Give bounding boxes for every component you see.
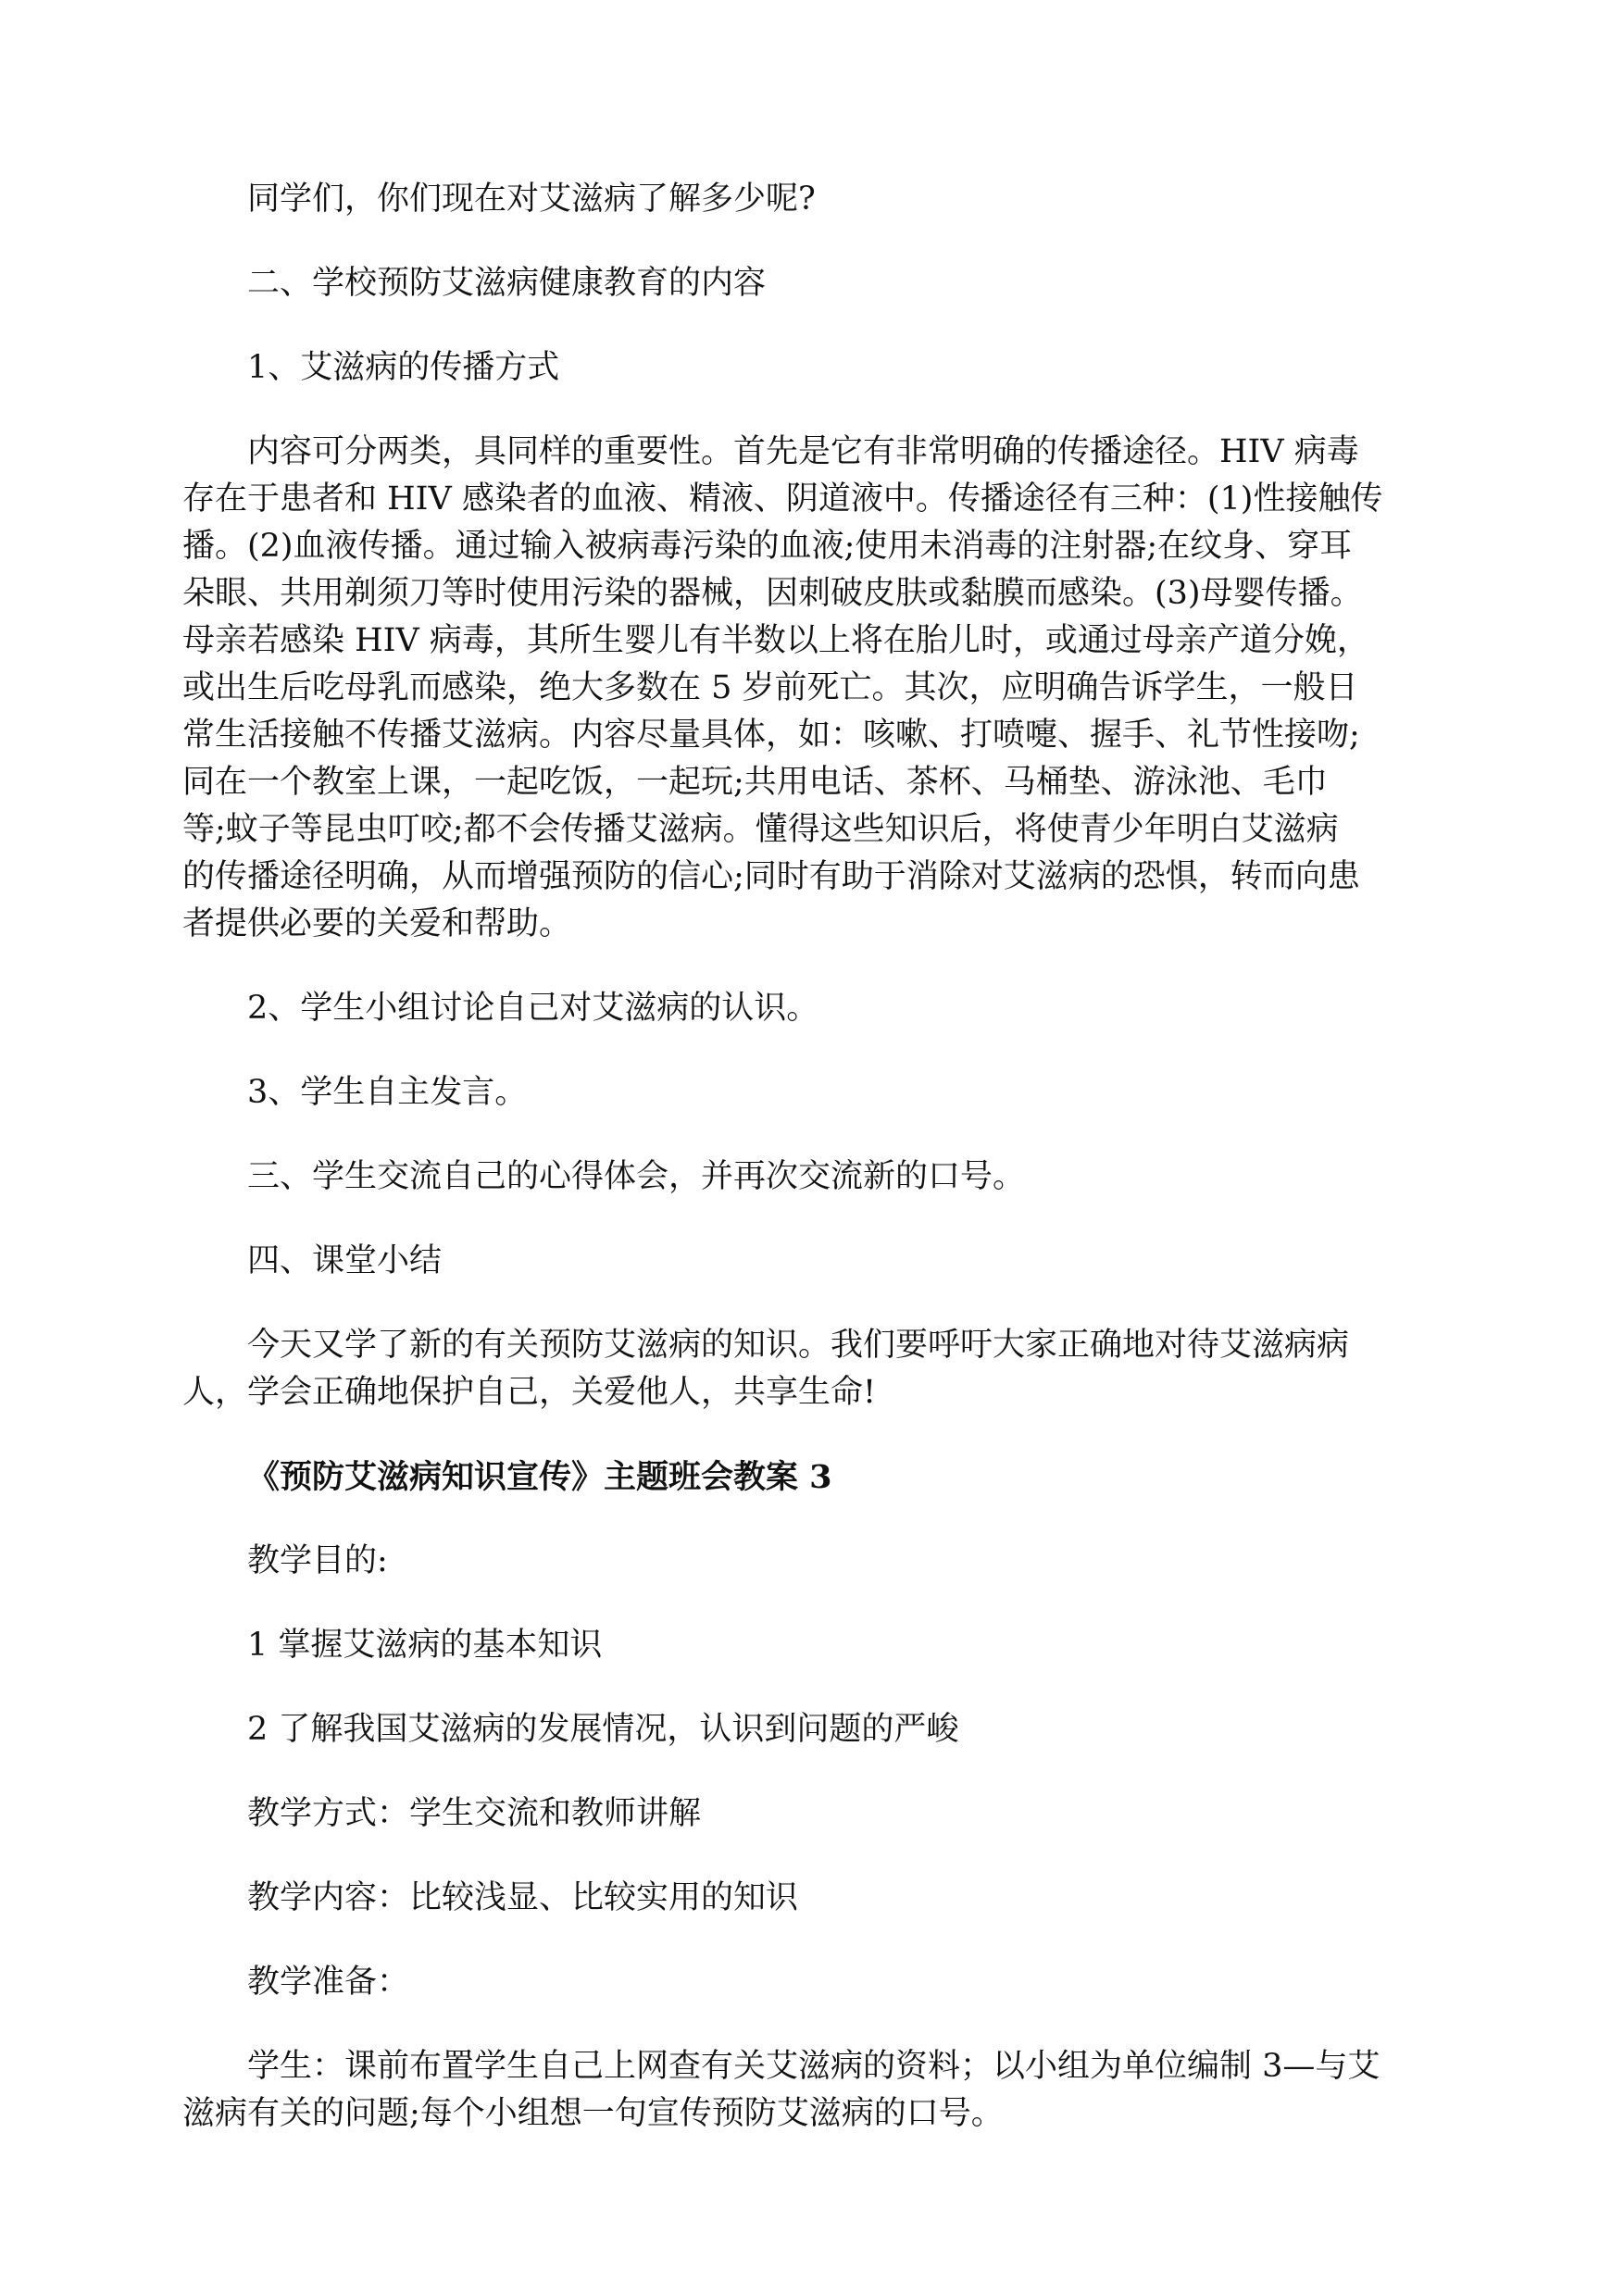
text-line: 滋病有关的问题;每个小组想一句宣传预防艾滋病的口号。 xyxy=(182,2095,1004,2132)
text-line: 人，学会正确地保护自己，关爱他人，共享生命! xyxy=(182,1374,877,1411)
text-line: 3、学生自主发言。 xyxy=(247,1074,528,1111)
paragraph xyxy=(182,1322,1377,1416)
paragraph xyxy=(247,1538,1377,1585)
text-line: 朵眼、共用剃须刀等时使用污染的器械，因刺破皮肤或黏膜而感染。(3)母婴传播。 xyxy=(182,575,1363,612)
section-heading xyxy=(247,1453,1377,1501)
text-line: 教学方式：学生交流和教师讲解 xyxy=(247,1795,702,1832)
text-line: 今天又学了新的有关预防艾滋病的知识。我们要呼吁大家正确地对待艾滋病病 xyxy=(247,1327,1350,1364)
text-line: 者提供必要的关爱和帮助。 xyxy=(182,905,572,942)
text-line: 播。(2)血液传播。通过输入被病毒污染的血液;使用未消毒的注射器;在纹身、穿耳 xyxy=(182,528,1353,565)
text-line: 二、学校预防艾滋病健康教育的内容 xyxy=(247,265,767,302)
text-line: 同学们，你们现在对艾滋病了解多少呢? xyxy=(247,181,816,218)
paragraph xyxy=(247,1154,1377,1201)
paragraph xyxy=(247,344,1377,392)
text-line: 或出生后吃母乳而感染，绝大多数在 5 岁前死亡。其次，应明确告诉学生，一般日 xyxy=(182,669,1358,706)
text-line: 1、艾滋病的传播方式 xyxy=(247,349,560,386)
text-line: 2、学生小组讨论自己对艾滋病的认识。 xyxy=(247,990,819,1027)
paragraph xyxy=(247,176,1377,223)
text-line: 的传播途径明确，从而增强预防的信心;同时有助于消除对艾滋病的恐惧，转而向患 xyxy=(182,858,1360,895)
text-line: 三、学生交流自己的心得体会，并再次交流新的口号。 xyxy=(247,1158,1026,1195)
text-line: 内容可分两类，具同样的重要性。首先是它有非常明确的传播途径。HIV 病毒 xyxy=(247,433,1359,470)
paragraph xyxy=(182,2043,1380,2138)
text-line: 教学目的: xyxy=(247,1542,388,1579)
document-body xyxy=(182,176,1383,2175)
text-line: 2 了解我国艾滋病的发展情况，认识到问题的严峻 xyxy=(247,1711,959,1748)
paragraph xyxy=(247,985,1377,1032)
text-line: 等;蚊子等昆虫叮咬;都不会传播艾滋病。懂得这些知识后，将使青少年明白艾滋病 xyxy=(182,811,1339,848)
text-line: 同在一个教室上课，一起吃饭，一起玩;共用电话、茶杯、马桶垫、游泳池、毛巾 xyxy=(182,764,1328,801)
paragraph xyxy=(247,1706,1377,1753)
text-line: 学生：课前布置学生自己上网查有关艾滋病的资料；以小组为单位编制 3—与艾 xyxy=(247,2048,1380,2085)
text-line: 四、课堂小结 xyxy=(247,1242,443,1279)
text-line: 常生活接触不传播艾滋病。内容尽量具体，如：咳嗽、打喷嚏、握手、礼节性接吻; xyxy=(182,717,1360,754)
paragraph xyxy=(247,1959,1377,2006)
paragraph xyxy=(247,1790,1377,1838)
text-line: 1 掌握艾滋病的基本知识 xyxy=(247,1627,603,1664)
paragraph xyxy=(247,1622,1377,1669)
text-line: 教学准备： xyxy=(247,1964,410,2001)
text-line: 教学内容：比较浅显、比较实用的知识 xyxy=(247,1879,799,1916)
text-line: 母亲若感染 HIV 病毒，其所生婴儿有半数以上将在胎儿时，或通过母亲产道分娩， xyxy=(182,622,1369,659)
paragraph xyxy=(247,1238,1377,1285)
paragraph xyxy=(182,429,1383,948)
paragraph xyxy=(247,260,1377,307)
paragraph xyxy=(247,1875,1377,1922)
text-line: 存在于患者和 HIV 感染者的血液、精液、阴道液中。传播途径有三种：(1)性接触传 xyxy=(182,480,1383,518)
paragraph xyxy=(247,1069,1377,1116)
text-line: 《预防艾滋病知识宣传》主题班会教案 3 xyxy=(247,1458,832,1496)
